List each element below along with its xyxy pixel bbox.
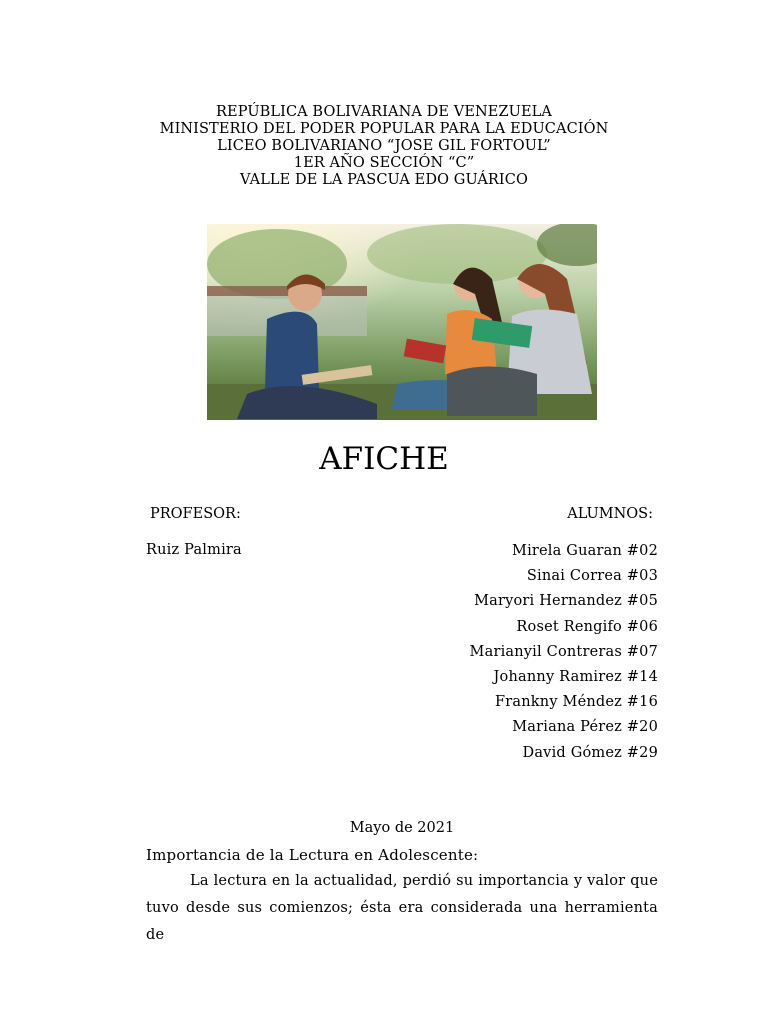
- institution-header: [0, 104, 768, 189]
- body-paragraph: La lectura en la actualidad, perdió su importancia y valor que tuvo desde sus comienzos; ésta era considerada una herramienta de: [146, 873, 658, 943]
- document-date: Mayo de 2021: [349, 820, 455, 836]
- student-name: Sinai Correa #03: [526, 568, 658, 585]
- header-line: 1ER AÑO SECCIÓN “C”: [293, 155, 475, 171]
- students-reading-illustration: [207, 224, 597, 420]
- student-name: Johanny Ramirez #14: [493, 668, 658, 685]
- student-name: Mariana Pérez #20: [512, 719, 658, 736]
- header-line: LICEO BOLIVARIANO “JOSE GIL FORTOUL”: [217, 138, 551, 154]
- students-label: ALUMNOS:: [567, 506, 653, 522]
- header-line: MINISTERIO DEL PODER POPULAR PARA LA EDUCACIÓN: [159, 121, 609, 137]
- student-name: Roset Rengifo #06: [516, 618, 658, 635]
- teacher-name: Ruiz Palmira: [146, 542, 242, 558]
- student-name: David Gómez #29: [522, 744, 658, 761]
- student-name: Mirela Guaran #02: [512, 543, 658, 559]
- header-line: REPÚBLICA BOLIVARIANA DE VENEZUELA: [216, 104, 552, 120]
- student-name: Maryori Hernandez #05: [474, 593, 658, 610]
- student-name: Marianyil Contreras #07: [469, 643, 658, 660]
- section-heading: Importancia de la Lectura en Adolescente:: [146, 846, 479, 864]
- body-text: [146, 868, 658, 949]
- header-line: VALLE DE LA PASCUA EDO GUÁRICO: [240, 172, 528, 188]
- students-reading-photo: [207, 224, 597, 420]
- student-name: Frankny Méndez #16: [495, 694, 658, 711]
- teacher-label: PROFESOR:: [150, 506, 241, 522]
- students-list: [470, 542, 658, 769]
- document-title: AFICHE: [319, 441, 449, 477]
